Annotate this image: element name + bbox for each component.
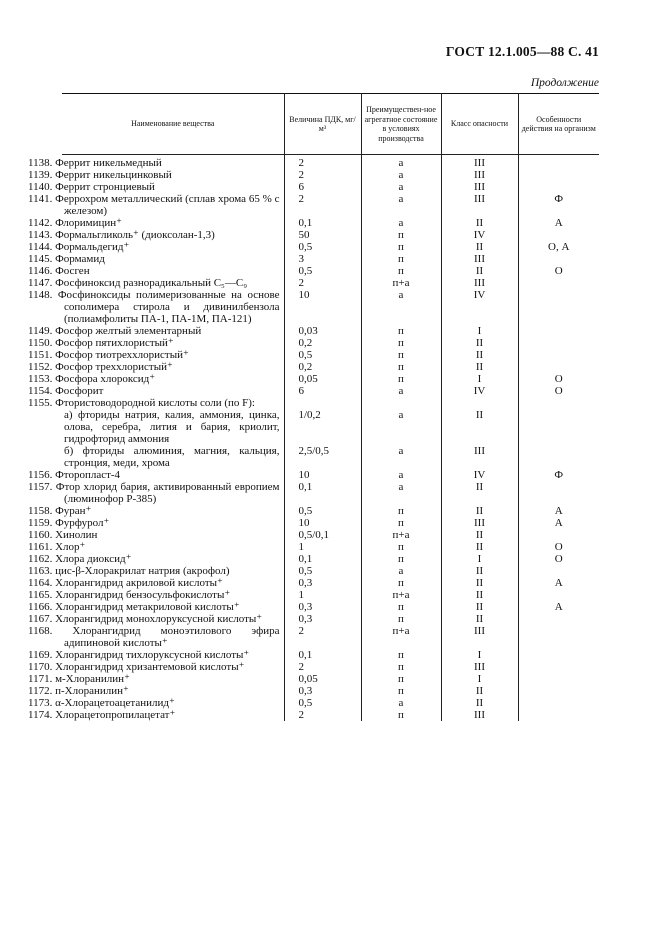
cell-name: 1140. Феррит стронциевый bbox=[28, 181, 155, 193]
cell-pdk: 0,5 bbox=[284, 265, 361, 277]
cell-features bbox=[518, 361, 599, 373]
cell-name: 1151. Фосфор тиотреххлористый⁺ bbox=[28, 349, 189, 361]
cell-features bbox=[518, 337, 599, 349]
cell-name: 1158. Фуран⁺ bbox=[28, 505, 92, 517]
cell-pdk: 0,2 bbox=[284, 361, 361, 373]
cell-name: 1149. Фосфор желтый элементарный bbox=[28, 325, 202, 337]
table-row bbox=[62, 253, 599, 265]
cell-features: О bbox=[518, 373, 599, 385]
cell-hazard: III bbox=[441, 193, 518, 217]
table-row bbox=[62, 577, 599, 589]
table-header-row bbox=[62, 94, 599, 155]
cell-state: п bbox=[361, 517, 441, 529]
cell-hazard: I bbox=[441, 649, 518, 661]
cell-state: п bbox=[361, 505, 441, 517]
table-row bbox=[62, 397, 599, 409]
cell-pdk: 10 bbox=[284, 517, 361, 529]
cell-hazard: I bbox=[441, 373, 518, 385]
cell-state: п bbox=[361, 373, 441, 385]
cell-pdk: 2 bbox=[284, 169, 361, 181]
cell-state: п+а bbox=[361, 529, 441, 541]
cell-features bbox=[518, 169, 599, 181]
table-row bbox=[62, 529, 599, 541]
cell-features bbox=[518, 397, 599, 409]
cell-hazard: II bbox=[441, 601, 518, 613]
table-row bbox=[62, 349, 599, 361]
table-row bbox=[62, 325, 599, 337]
cell-name: 1169. Хлорангидрид тихлоруксусной кислоты⁺ bbox=[28, 649, 250, 661]
cell-state: а bbox=[361, 193, 441, 217]
cell-hazard: II bbox=[441, 697, 518, 709]
cell-state: а bbox=[361, 697, 441, 709]
cell-name: 1171. м-Хлоранилин⁺ bbox=[28, 673, 130, 685]
cell-features: А bbox=[518, 505, 599, 517]
cell-name: 1145. Формамид bbox=[28, 253, 105, 265]
cell-hazard: II bbox=[441, 565, 518, 577]
cell-features bbox=[518, 325, 599, 337]
cell-state: п bbox=[361, 337, 441, 349]
table-row bbox=[62, 517, 599, 529]
cell-pdk: 2,5/0,5 bbox=[284, 445, 361, 469]
cell-hazard: II bbox=[441, 265, 518, 277]
col-header-features: Особенности действия на организм bbox=[518, 94, 599, 155]
cell-features: О bbox=[518, 553, 599, 565]
cell-pdk: 0,3 bbox=[284, 601, 361, 613]
cell-hazard: II bbox=[441, 217, 518, 229]
cell-hazard: IV bbox=[441, 229, 518, 241]
cell-features: Ф bbox=[518, 469, 599, 481]
col-header-hazard: Класс опасности bbox=[441, 94, 518, 155]
table-row bbox=[62, 589, 599, 601]
cell-name: 1160. Хинолин bbox=[28, 529, 98, 541]
cell-name: 1174. Хлорацетопропилацетат⁺ bbox=[28, 709, 176, 721]
cell-name: 1166. Хлорангидрид метакриловой кислоты⁺ bbox=[28, 601, 240, 613]
cell-state: п bbox=[361, 661, 441, 673]
cell-pdk: 2 bbox=[284, 625, 361, 649]
cell-hazard: II bbox=[441, 337, 518, 349]
cell-name: 1168. Хлорангидрид моноэтилового эфира адипиновой кислоты⁺ bbox=[28, 625, 280, 649]
cell-name: 1146. Фосген bbox=[28, 265, 90, 277]
table-row bbox=[62, 373, 599, 385]
cell-features bbox=[518, 625, 599, 649]
cell-features bbox=[518, 649, 599, 661]
cell-pdk: 0,1 bbox=[284, 649, 361, 661]
cell-name: 1152. Фосфор треххлористый⁺ bbox=[28, 361, 173, 373]
table-row bbox=[62, 505, 599, 517]
table-row bbox=[62, 337, 599, 349]
cell-hazard: III bbox=[441, 661, 518, 673]
cell-hazard: III bbox=[441, 181, 518, 193]
cell-features: О bbox=[518, 265, 599, 277]
col-header-pdk: Величина ПДК, мг/м³ bbox=[284, 94, 361, 155]
cell-hazard: II bbox=[441, 349, 518, 361]
table-row bbox=[62, 385, 599, 397]
cell-pdk: 2 bbox=[284, 661, 361, 673]
cell-features bbox=[518, 685, 599, 697]
table-row bbox=[62, 277, 599, 289]
cell-features bbox=[518, 253, 599, 265]
cell-state: п+а bbox=[361, 277, 441, 289]
table-row bbox=[62, 445, 599, 469]
col-header-name: Наименование вещества bbox=[62, 94, 284, 155]
table-row bbox=[62, 481, 599, 505]
cell-name: 1142. Флоримицин⁺ bbox=[28, 217, 122, 229]
cell-state: п bbox=[361, 673, 441, 685]
cell-features bbox=[518, 229, 599, 241]
cell-state: п bbox=[361, 349, 441, 361]
cell-hazard: II bbox=[441, 409, 518, 445]
cell-pdk: 0,5 bbox=[284, 241, 361, 253]
cell-pdk: 0,5 bbox=[284, 565, 361, 577]
cell-hazard: III bbox=[441, 625, 518, 649]
cell-features bbox=[518, 697, 599, 709]
table-body bbox=[28, 155, 599, 722]
cell-name: 1139. Феррит никельцинковый bbox=[28, 169, 172, 181]
table-row bbox=[62, 241, 599, 253]
cell-name: 1155. Фтористоводородной кислоты соли (по F): bbox=[28, 397, 255, 409]
cell-hazard: IV bbox=[441, 385, 518, 397]
cell-pdk: 2 bbox=[284, 193, 361, 217]
cell-name: 1163. цис-β-Хлоракрилат натрия (акрофол) bbox=[28, 565, 230, 577]
cell-state: п+а bbox=[361, 625, 441, 649]
table-row bbox=[62, 565, 599, 577]
cell-features: А bbox=[518, 517, 599, 529]
cell-pdk: 0,3 bbox=[284, 613, 361, 625]
cell-features bbox=[518, 529, 599, 541]
cell-pdk: 0,05 bbox=[284, 673, 361, 685]
cell-features bbox=[518, 709, 599, 721]
cell-state: п bbox=[361, 577, 441, 589]
cell-state: п bbox=[361, 601, 441, 613]
cell-name: 1144. Формальдегид⁺ bbox=[28, 241, 130, 253]
cell-name: б) фториды алюминия, магния, кальция, стронция, меди, хрома bbox=[64, 445, 280, 469]
cell-features bbox=[518, 349, 599, 361]
cell-hazard: IV bbox=[441, 289, 518, 325]
cell-state: п bbox=[361, 229, 441, 241]
cell-hazard: IV bbox=[441, 469, 518, 481]
cell-name: 1161. Хлор⁺ bbox=[28, 541, 86, 553]
cell-pdk: 1/0,2 bbox=[284, 409, 361, 445]
cell-name: 1167. Хлорангидрид монохлоруксусной кислоты⁺ bbox=[28, 613, 263, 625]
cell-hazard: III bbox=[441, 155, 518, 170]
continuation-label: Продолжение bbox=[530, 77, 599, 89]
cell-pdk bbox=[284, 397, 361, 409]
cell-state: п bbox=[361, 649, 441, 661]
cell-features bbox=[518, 155, 599, 170]
cell-hazard: II bbox=[441, 541, 518, 553]
table-row bbox=[62, 289, 599, 325]
table-row bbox=[62, 541, 599, 553]
table-row bbox=[62, 155, 599, 170]
cell-hazard: II bbox=[441, 589, 518, 601]
cell-features bbox=[518, 565, 599, 577]
page-header: ГОСТ 12.1.005—88 С. 41 bbox=[445, 44, 599, 59]
cell-state: п bbox=[361, 553, 441, 565]
cell-hazard: II bbox=[441, 685, 518, 697]
cell-features bbox=[518, 589, 599, 601]
table-row bbox=[62, 469, 599, 481]
cell-features: Ф bbox=[518, 193, 599, 217]
cell-name: 1148. Фосфиноксиды полимеризованные на основе сополимера стирола и дивинилбензола (полиамфолиты ПА-1, ПА-1М, ПА-121) bbox=[28, 289, 280, 325]
cell-hazard: II bbox=[441, 577, 518, 589]
cell-state: п bbox=[361, 541, 441, 553]
cell-state: а bbox=[361, 181, 441, 193]
cell-name: 1159. Фурфурол⁺ bbox=[28, 517, 110, 529]
cell-features bbox=[518, 289, 599, 325]
cell-features: А bbox=[518, 601, 599, 613]
cell-pdk: 0,2 bbox=[284, 337, 361, 349]
cell-state: а bbox=[361, 155, 441, 170]
cell-features bbox=[518, 181, 599, 193]
cell-pdk: 0,5 bbox=[284, 505, 361, 517]
cell-pdk: 0,5 bbox=[284, 349, 361, 361]
table-row bbox=[62, 601, 599, 613]
cell-state: а bbox=[361, 469, 441, 481]
table-row bbox=[62, 229, 599, 241]
cell-features bbox=[518, 661, 599, 673]
table-row bbox=[62, 613, 599, 625]
cell-hazard: III bbox=[441, 169, 518, 181]
cell-name: 1157. Фтор хлорид бария, активированный европием (люминофор Р-385) bbox=[28, 481, 280, 505]
cell-features bbox=[518, 445, 599, 469]
cell-name: 1154. Фосфорит bbox=[28, 385, 104, 397]
cell-hazard: III bbox=[441, 253, 518, 265]
col-header-state: Преимуществен-ное агрегатное состояние в условиях производства bbox=[361, 94, 441, 155]
cell-hazard: II bbox=[441, 529, 518, 541]
cell-state: п bbox=[361, 265, 441, 277]
cell-hazard: II bbox=[441, 241, 518, 253]
cell-features: О bbox=[518, 541, 599, 553]
cell-pdk: 0,5 bbox=[284, 697, 361, 709]
table-row bbox=[62, 217, 599, 229]
table-row bbox=[62, 169, 599, 181]
table-row bbox=[62, 697, 599, 709]
cell-name: 1143. Формальгликоль⁺ (диоксолан-1,3) bbox=[28, 229, 215, 241]
cell-state: а bbox=[361, 565, 441, 577]
cell-pdk: 1 bbox=[284, 589, 361, 601]
cell-state: а bbox=[361, 217, 441, 229]
table-row bbox=[62, 265, 599, 277]
cell-pdk: 0,03 bbox=[284, 325, 361, 337]
cell-hazard: II bbox=[441, 505, 518, 517]
table-row bbox=[62, 661, 599, 673]
table-row bbox=[62, 685, 599, 697]
cell-pdk: 10 bbox=[284, 469, 361, 481]
cell-pdk: 2 bbox=[284, 155, 361, 170]
cell-hazard: II bbox=[441, 361, 518, 373]
cell-features: О, А bbox=[518, 241, 599, 253]
cell-pdk: 0,1 bbox=[284, 553, 361, 565]
cell-hazard: III bbox=[441, 709, 518, 721]
table-row bbox=[62, 409, 599, 445]
cell-pdk: 10 bbox=[284, 289, 361, 325]
cell-pdk: 2 bbox=[284, 709, 361, 721]
table-row bbox=[62, 673, 599, 685]
cell-features: О bbox=[518, 385, 599, 397]
cell-state: п bbox=[361, 709, 441, 721]
cell-state: а bbox=[361, 385, 441, 397]
table-row bbox=[62, 361, 599, 373]
table-row bbox=[62, 709, 599, 721]
cell-hazard: I bbox=[441, 673, 518, 685]
table-row bbox=[62, 181, 599, 193]
cell-state: а bbox=[361, 289, 441, 325]
cell-pdk: 0,05 bbox=[284, 373, 361, 385]
cell-state bbox=[361, 397, 441, 409]
cell-pdk: 0,3 bbox=[284, 577, 361, 589]
cell-pdk: 2 bbox=[284, 277, 361, 289]
cell-state: п bbox=[361, 241, 441, 253]
cell-features: А bbox=[518, 217, 599, 229]
cell-pdk: 0,1 bbox=[284, 481, 361, 505]
cell-name: 1150. Фосфор пятихлористый⁺ bbox=[28, 337, 174, 349]
cell-name: 1138. Феррит никельмедный bbox=[28, 157, 162, 169]
cell-hazard: I bbox=[441, 325, 518, 337]
cell-hazard: II bbox=[441, 613, 518, 625]
cell-features bbox=[518, 673, 599, 685]
cell-hazard: III bbox=[441, 277, 518, 289]
cell-pdk: 50 bbox=[284, 229, 361, 241]
table-row bbox=[62, 193, 599, 217]
cell-name: 1162. Хлора диоксид⁺ bbox=[28, 553, 132, 565]
cell-pdk: 0,5/0,1 bbox=[284, 529, 361, 541]
cell-state: п bbox=[361, 325, 441, 337]
cell-pdk: 0,1 bbox=[284, 217, 361, 229]
cell-name: 1141. Феррохром металлический (сплав хрома 65 % с железом) bbox=[28, 193, 280, 217]
substances-table bbox=[28, 93, 599, 721]
cell-state: а bbox=[361, 409, 441, 445]
cell-hazard: III bbox=[441, 445, 518, 469]
cell-pdk: 3 bbox=[284, 253, 361, 265]
cell-name: 1147. Фосфиноксид разнорадикальный C₅—C₉ bbox=[28, 277, 248, 289]
cell-state: п bbox=[361, 685, 441, 697]
cell-name: 1173. α-Хлорацетоацетанилид⁺ bbox=[28, 697, 175, 709]
cell-name: а) фториды натрия, калия, аммония, цинка, олова, серебра, лития и бария, криолит, гидрофторид аммония bbox=[64, 409, 280, 445]
cell-hazard: II bbox=[441, 481, 518, 505]
cell-state: п bbox=[361, 613, 441, 625]
cell-name: 1170. Хлорангидрид хризантемовой кислоты⁺ bbox=[28, 661, 245, 673]
cell-state: п+а bbox=[361, 589, 441, 601]
cell-hazard: I bbox=[441, 553, 518, 565]
table-row bbox=[62, 649, 599, 661]
cell-name: 1153. Фосфора хлороксид⁺ bbox=[28, 373, 156, 385]
table-row bbox=[62, 553, 599, 565]
cell-state: а bbox=[361, 481, 441, 505]
cell-state: п bbox=[361, 361, 441, 373]
cell-name: 1156. Фторопласт-4 bbox=[28, 469, 121, 481]
cell-name: 1164. Хлорангидрид акриловой кислоты⁺ bbox=[28, 577, 223, 589]
cell-features bbox=[518, 277, 599, 289]
cell-pdk: 6 bbox=[284, 385, 361, 397]
cell-pdk: 0,3 bbox=[284, 685, 361, 697]
table-row bbox=[62, 625, 599, 649]
cell-features bbox=[518, 613, 599, 625]
cell-hazard: III bbox=[441, 517, 518, 529]
cell-pdk: 1 bbox=[284, 541, 361, 553]
cell-features bbox=[518, 409, 599, 445]
cell-name: 1172. п-Хлоранилин⁺ bbox=[28, 685, 129, 697]
cell-features bbox=[518, 481, 599, 505]
cell-state: а bbox=[361, 169, 441, 181]
cell-features: А bbox=[518, 577, 599, 589]
cell-state: п bbox=[361, 253, 441, 265]
cell-state: а bbox=[361, 445, 441, 469]
cell-pdk: 6 bbox=[284, 181, 361, 193]
cell-name: 1165. Хлорангидрид бензосульфокислоты⁺ bbox=[28, 589, 231, 601]
cell-hazard bbox=[441, 397, 518, 409]
